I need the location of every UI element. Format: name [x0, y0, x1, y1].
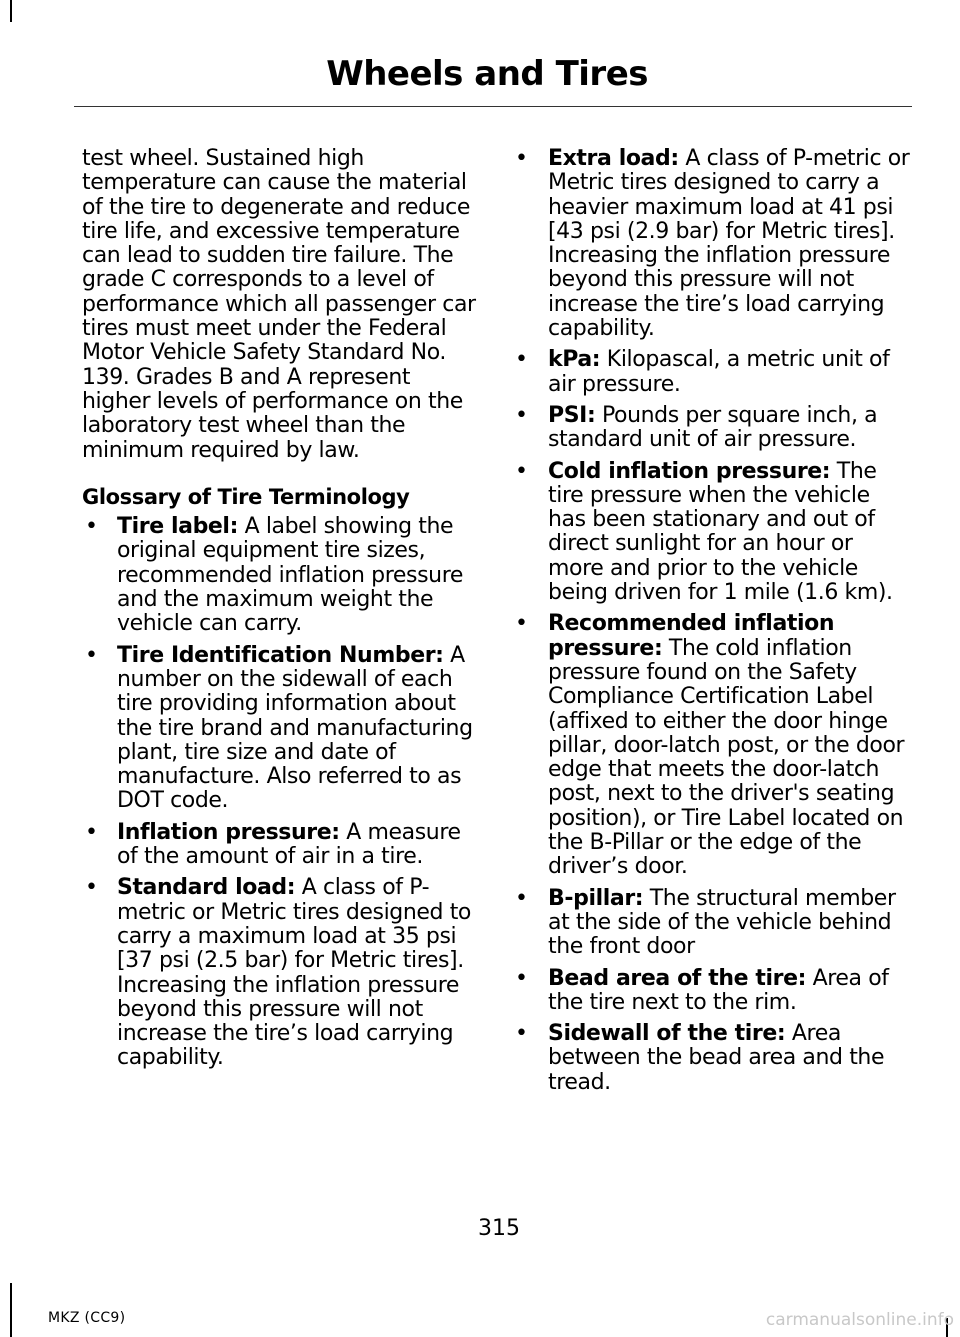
glossary-item [512, 967, 912, 1016]
glossary-list-right [512, 147, 912, 1095]
bullet-icon: • [515, 458, 528, 484]
crop-mark-bottom-left [10, 1283, 12, 1337]
watermark: carmanualsonline.info [765, 1310, 954, 1330]
glossary-item [512, 460, 912, 606]
glossary-list-left [82, 515, 478, 1071]
glossary-definition: Kilopascal, a metric unit of air pressure. [548, 347, 890, 397]
bullet-icon: • [515, 402, 528, 428]
glossary-item [512, 404, 912, 453]
glossary-term: kPa: [548, 347, 601, 373]
bullet-icon: • [85, 875, 98, 901]
section-title: Wheels and Tires [326, 54, 648, 94]
glossary-definition: A class of P-metric or Metric tires designed to carry a heavier maximum load at 41 psi [43 psi (2.9 bar) for Metric tires]. Increasing the inflation pressure beyond this pressure will not increase the tire’s load carrying capability. [548, 146, 910, 342]
glossary-definition: The cold inflation pressure found on the Safety Compliance Certification Label (affixed to either the door hinge pillar, door-latch post, or the door edge that meets the door-latch post, next to the driver's seating position), or Tire Label located on the B-Pillar or the edge of the driver’s door. [548, 635, 905, 880]
crop-mark-top-left [10, 0, 12, 22]
glossary-item [82, 515, 478, 636]
glossary-heading: Glossary of Tire Terminology [82, 484, 410, 509]
glossary-definition: A number on the sidewall of each tire providing information about the tire brand and manufacturing plant, tire size and date of manufacture. Also referred to as DOT code. [117, 642, 473, 814]
glossary-definition: A measure of the amount of air in a tire. [117, 819, 461, 870]
bullet-icon: • [515, 965, 528, 991]
footer-model: MKZ (CC9) [48, 1310, 126, 1326]
glossary-item [512, 348, 912, 397]
glossary-item [82, 644, 478, 814]
glossary-definition: Area of the tire next to the rim. [548, 965, 889, 1015]
left-column [82, 147, 478, 1078]
bullet-icon: • [515, 611, 528, 637]
glossary-item [512, 1022, 912, 1095]
bullet-icon: • [515, 885, 528, 911]
glossary-term: B-pillar: [548, 885, 644, 911]
glossary-term: Inflation pressure: [117, 819, 340, 845]
header-rule [74, 106, 912, 107]
glossary-definition: The tire pressure when the vehicle has been stationary and out of direct sunlight for an hour or more and prior to the vehicle being driven for 1 mile (1.6 km). [548, 458, 893, 606]
glossary-term: Tire label: [117, 514, 238, 540]
glossary-item [512, 612, 912, 879]
glossary-definition: The structural member at the side of the vehicle behind the front door [548, 885, 896, 960]
glossary-definition: Pounds per square inch, a standard unit of air pressure. [548, 402, 878, 453]
glossary-term: Bead area of the tire: [548, 965, 806, 991]
page-number: 315 [478, 1216, 520, 1241]
glossary-definition: A label showing the original equipment tire sizes, recommended inflation pressure and the maximum weight the vehicle can carry. [117, 514, 464, 637]
bullet-icon: • [515, 347, 528, 373]
glossary-definition: Area between the bead area and the tread. [548, 1021, 885, 1095]
bullet-icon: • [85, 819, 98, 845]
glossary-term: Extra load: [548, 146, 679, 171]
glossary-term: PSI: [548, 402, 596, 428]
glossary-term: Sidewall of the tire: [548, 1021, 786, 1047]
glossary-term: Recommended inflation pressure: [548, 611, 835, 661]
glossary-term: Cold inflation pressure: [548, 458, 831, 484]
bullet-icon: • [85, 642, 98, 668]
bullet-icon: • [85, 514, 98, 540]
glossary-term: Standard load: [117, 875, 296, 901]
glossary-term: Tire Identification Number: [117, 642, 444, 668]
glossary-item [82, 876, 478, 1070]
continued-paragraph: test wheel. Sustained high temperature can cause the material of the tire to degenerate and reduce tire life, and excessive temperature can lead to sudden tire failure. The grade C corresponds to a level of performance which all passenger car tires must meet under the Federal Motor Vehicle Safety Standard No. 139. Grades B and A represent higher levels of performance on the laboratory test wheel than the minimum required by law. [82, 146, 476, 463]
glossary-item [82, 821, 478, 870]
bullet-icon: • [515, 1021, 528, 1047]
right-column [512, 147, 912, 1102]
glossary-definition: A class of P-metric or Metric tires designed to carry a maximum load at 35 psi [37 psi (2.5 bar) for Metric tires]. Increasing the inflation pressure beyond this pressure will not increase the tire’s load carrying capability. [117, 875, 471, 1071]
bullet-icon: • [515, 146, 528, 171]
glossary-item [512, 887, 912, 960]
glossary-item [512, 147, 912, 341]
